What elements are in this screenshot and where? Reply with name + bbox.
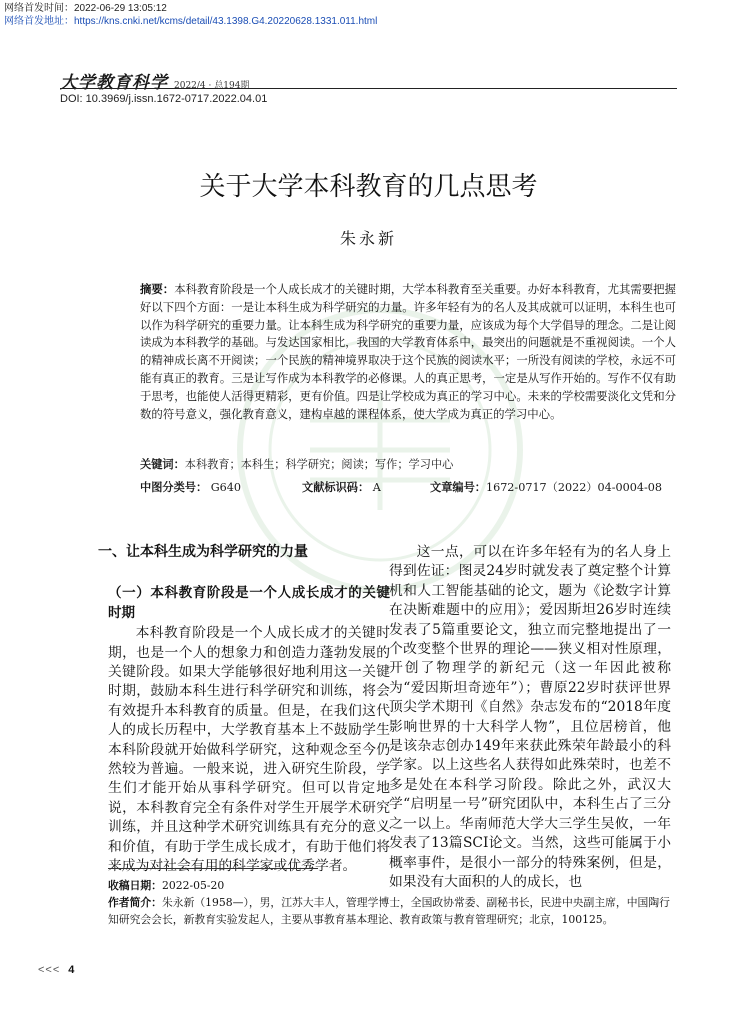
author-bio-text: 朱永新（1958—），男，江苏大丰人，管理学博士，全国政协常委、副秘书长，民进中央副主席，中国陶行知研究会会长，新教育实验发起人，主要从事教育基本理论、教育政策与教育管理研究；北京，100125。 — [108, 896, 670, 926]
online-publish-address[interactable]: 网络首发地址：https://kns.cnki.net/kcms/detail/43.1398.G4.20220628.1331.011.html — [4, 16, 378, 27]
journal-issue: 2022/4 · 总194期 — [174, 81, 250, 91]
article-number-value: 1672-0717（2022）04-0004-08 — [485, 481, 663, 494]
article-author: 朱永新 — [339, 229, 397, 248]
document-code-label: 文献标识码： — [302, 481, 370, 494]
journal-logo: 大学教育科学 — [60, 73, 168, 93]
online-publish-time: 网络首发时间：2022-06-29 13:05:12 — [4, 3, 167, 14]
footnote-rule — [108, 868, 318, 869]
received-date — [108, 877, 676, 894]
subsection-heading: （一）本科教育阶段是一个人成长成才的关键时期 — [108, 585, 390, 621]
chevrons-left-icon: <<< — [38, 964, 61, 976]
clc-number — [140, 479, 302, 495]
keywords — [140, 456, 453, 472]
page-number-value: 4 — [68, 964, 75, 976]
body-column-right — [389, 543, 671, 892]
page-number — [38, 964, 74, 976]
body-column-left — [98, 543, 390, 877]
article-title: 关于大学本科教育的几点思考 — [199, 172, 538, 202]
article-number — [430, 479, 662, 495]
abstract-text: 本科教育阶段是一个人成长成才的关键时期，大学本科教育至关重要。办好本科教育，尤其需要把握好以下四个方面：一是让本科生成为科学研究的力量。许多年轻有为的名人及其成就可以证明，本科生也可以作为科学研究的重要力量。让本科生成为科学研究的重要力量，应该成为每个大学倡导的理念。二是让阅读成为本科教学的基础。与发达国家相比，我国的大学教育体系中，最突出的问题就是不重视阅读。一个人的精神成长离不开阅读；一个民族的精神境界取决于这个民族的阅读水平；一所没有阅读的学校，永远不可能有真正的教育。三是让写作成为本科教学的必修课。人的真正思考，一定是从写作开始的。写作不仅有助于思考，也能使人活得更精彩，更有价值。四是让学校成为真正的学习中心。未来的学校需要淡化文凭和分数的符号意义，强化教育意义，建构卓越的课程体系，使大学成为真正的学习中心。 — [140, 282, 676, 421]
publication-info — [4, 2, 377, 28]
author-bio — [108, 894, 676, 928]
author-bio-label: 作者简介： — [108, 896, 162, 909]
keywords-text: 本科教育；本科生；科学研究；阅读；写作；学习中心 — [184, 458, 454, 471]
document-code — [302, 479, 430, 495]
footnote — [108, 877, 676, 928]
abstract — [140, 281, 676, 423]
section-heading: 一、让本科生成为科学研究的力量 — [98, 544, 308, 560]
header-rule — [60, 88, 677, 89]
doi: DOI: 10.3969/j.issn.1672-0717.2022.04.01 — [60, 93, 268, 105]
keywords-label: 关键词： — [140, 458, 185, 471]
abstract-label: 摘要： — [140, 282, 175, 296]
received-value: 2022-05-20 — [161, 879, 225, 892]
body-paragraph: 本科教育阶段是一个人成长成才的关键时期，也是一个人的想象力和创造力蓬勃发展的关键阶段。如果大学能够很好地利用这一关键时期，鼓励本科生进行科学研究和训练，将会有效提升本科教育的质量。但是，在我们这代人的成长历程中，大学教育基本上不鼓励学生本科阶段就开始做科学研究，这种观念至今仍然较为普遍。一般来说，进入研究生阶段，学生们才能开始从事科学研究。但可以肯定地说，本科教育完全有条件对学生开展学术研究训练，并且这种学术研究训练具有充分的意义和价值，有助于学生成长成才，有助于他们将来成为对社会有用的科学家或优秀学者。 — [108, 625, 390, 875]
document-code-value: A — [372, 481, 381, 494]
received-label: 收稿日期： — [108, 879, 162, 892]
body-paragraph: 这一点，可以在许多年轻有为的名人身上得到佐证：图灵24岁时就发表了奠定整个计算机和人工智能基础的论文，题为《论数字计算在决断难题中的应用》；爱因斯坦26岁时连续发表了5篇重要论文，独立而完整地提出了一个改变整个世界的理论——狭义相对性原理，开创了物理学的新纪元（这一年因此被称为“爱因斯坦奇迹年”）；曹原22岁时获评世界顶尖学术期刊《自然》杂志发布的“2018年度影响世界的十大科学人物”，且位居榜首，他是该杂志创办149年来获此殊荣年龄最小的科学家。以上这些名人获得如此殊荣时，也差不多是处在本科学习阶段。除此之外，武汉大学“启明星一号”研究团队中，本科生占了三分之一以上。华南师范大学大三学生吴攸，一年发表了13篇SCI论文。当然，这些可能属于小概率事件，是很小一部分的特殊案例，但是，如果没有大面积的人的成长，也 — [389, 544, 671, 890]
article-number-label: 文章编号： — [430, 481, 486, 494]
classification-info — [140, 479, 700, 495]
journal-header — [60, 68, 249, 93]
clc-label: 中图分类号： — [140, 481, 208, 494]
clc-value: G640 — [210, 481, 241, 494]
